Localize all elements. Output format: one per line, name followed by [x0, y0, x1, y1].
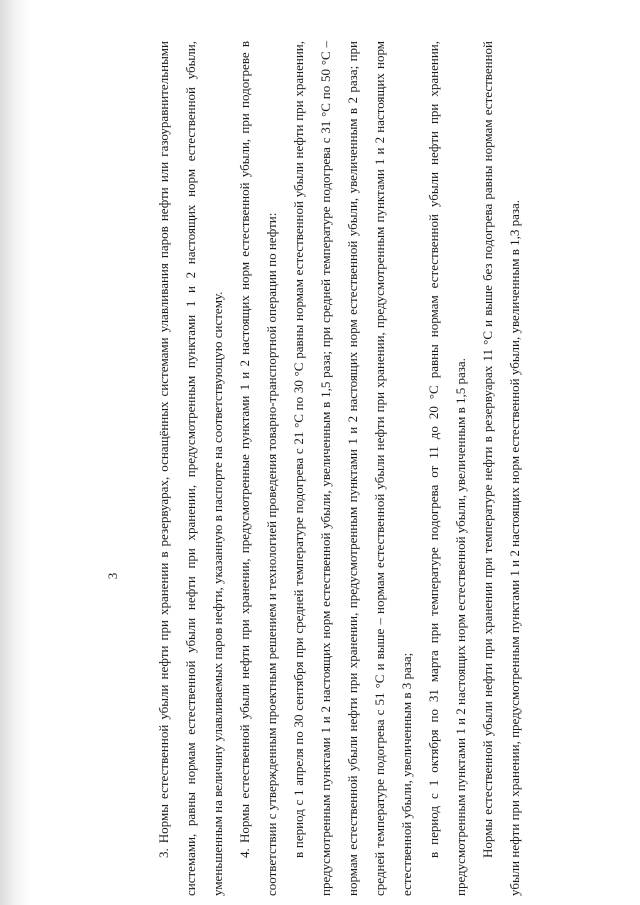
paragraph-4-october-march: в период с 1 октября по 31 марта при температуре подогрева от 11 до 20 °С равны нормам естественной убыли нефти при хранении, предусмотренным пунктами 1 и 2 настоящих норм естественной убыли, увеличенным в 1,5 раза. — [426, 41, 468, 896]
page-number: 3 — [105, 572, 120, 580]
paragraph-1-oil-vapor-recovery: 3. Нормы естественной убыли нефти при хранении в резервуарах, оснащённых системами улавливания паров нефти или газоуравнительными системами, равны нормам естественной убыли нефти при хранении, предусмотренным пунктами 1 и 2 настоящих норм естественной убыли, уменьшенным на величину улавливаемых паров нефти, указанную в паспорте на соответствующую систему. — [156, 41, 225, 896]
scan-edge-shadow — [0, 0, 30, 905]
paragraph-3-april-september: в период с 1 апреля по 30 сентября при средней температуре подогрева с 21 °С по 30 °С равны нормам естественной убыли нефти при хранении, предусмотренным пунктами 1 и 2 настоящих норм естественной убыли, увеличенным в 1,5 раза; при средней температуре подогрева с 31 °С по 50 °С – нормам естественной убыли нефти при хранении, предусмотренным пунктами 1 и 2 настоящих норм естественной убыли, увеличенным в 2 раза; при средней температуре подогрева с 51 °С и выше – нормам естественной убыли нефти при хранении, предусмотренным пунктами 1 и 2 настоящих норм естественной убыли, увеличенным в 3 раза; — [291, 41, 414, 896]
document-body — [150, 41, 528, 896]
paragraph-2-heating-norms: 4. Нормы естественной убыли нефти при хранении, предусмотренные пунктами 1 и 2 настоящих норм естественной убыли, при подогреве в соответствии с утвержденным проектным решением и технологией проведения товарно-транспортной операции по нефти: — [237, 41, 279, 896]
paragraph-5-without-heating: Нормы естественной убыли нефти при хранении при температуре нефти в резервуарах 11 °С и выше без подогрева равны нормам естественной убыли нефти при хранении, предусмотренным пунктами 1 и 2 настоящих норм естественной убыли, увеличенным в 1,3 раза. — [480, 41, 522, 896]
rotated-document-page — [104, 41, 574, 896]
